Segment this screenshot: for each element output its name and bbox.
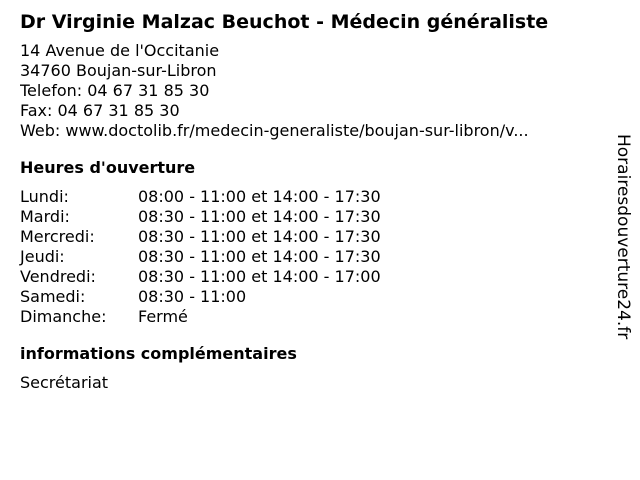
hours-row-jeudi — [20, 247, 600, 267]
hours-time-value: 08:30 - 11:00 et 14:00 - 17:30 — [138, 227, 381, 246]
hours-row-mercredi — [20, 227, 600, 247]
hours-day-label: Dimanche: — [20, 307, 107, 326]
hours-time-value: 08:30 - 11:00 et 14:00 - 17:30 — [138, 207, 381, 226]
hours-row-dimanche — [20, 307, 600, 327]
hours-time-value: 08:30 - 11:00 et 14:00 - 17:00 — [138, 267, 381, 286]
hours-time-value: 08:30 - 11:00 — [138, 287, 247, 306]
city-address: 34760 Boujan-sur-Libron — [20, 61, 217, 80]
phone-number: Telefon: 04 67 31 85 30 — [20, 81, 210, 100]
page-title: Dr Virginie Malzac Beuchot - Médecin généraliste — [20, 11, 549, 33]
site-watermark: Horairesdouverture24.fr — [613, 134, 633, 340]
website-link: Web: www.doctolib.fr/medecin-generaliste/boujan-sur-libron/v... — [20, 121, 529, 140]
hours-row-samedi — [20, 287, 600, 307]
hours-time-value: 08:30 - 11:00 et 14:00 - 17:30 — [138, 247, 381, 266]
hours-day-label: Samedi: — [20, 287, 86, 306]
hours-day-label: Vendredi: — [20, 267, 96, 286]
hours-time-value: 08:00 - 11:00 et 14:00 - 17:30 — [138, 187, 381, 206]
hours-row-vendredi — [20, 267, 600, 287]
fax-number: Fax: 04 67 31 85 30 — [20, 101, 180, 120]
hours-time-value: Fermé — [138, 307, 188, 326]
hours-day-label: Mardi: — [20, 207, 70, 226]
hours-day-label: Lundi: — [20, 187, 69, 206]
hours-table — [20, 187, 600, 327]
info-card — [20, 8, 600, 393]
hours-day-label: Jeudi: — [20, 247, 65, 266]
extra-info-heading: informations complémentaires — [20, 344, 297, 363]
street-address: 14 Avenue de l'Occitanie — [20, 41, 220, 60]
hours-row-lundi — [20, 187, 600, 207]
hours-day-label: Mercredi: — [20, 227, 95, 246]
contact-block — [20, 41, 600, 141]
hours-row-mardi — [20, 207, 600, 227]
hours-heading: Heures d'ouverture — [20, 158, 196, 177]
extra-info-text: Secrétariat — [20, 373, 109, 392]
